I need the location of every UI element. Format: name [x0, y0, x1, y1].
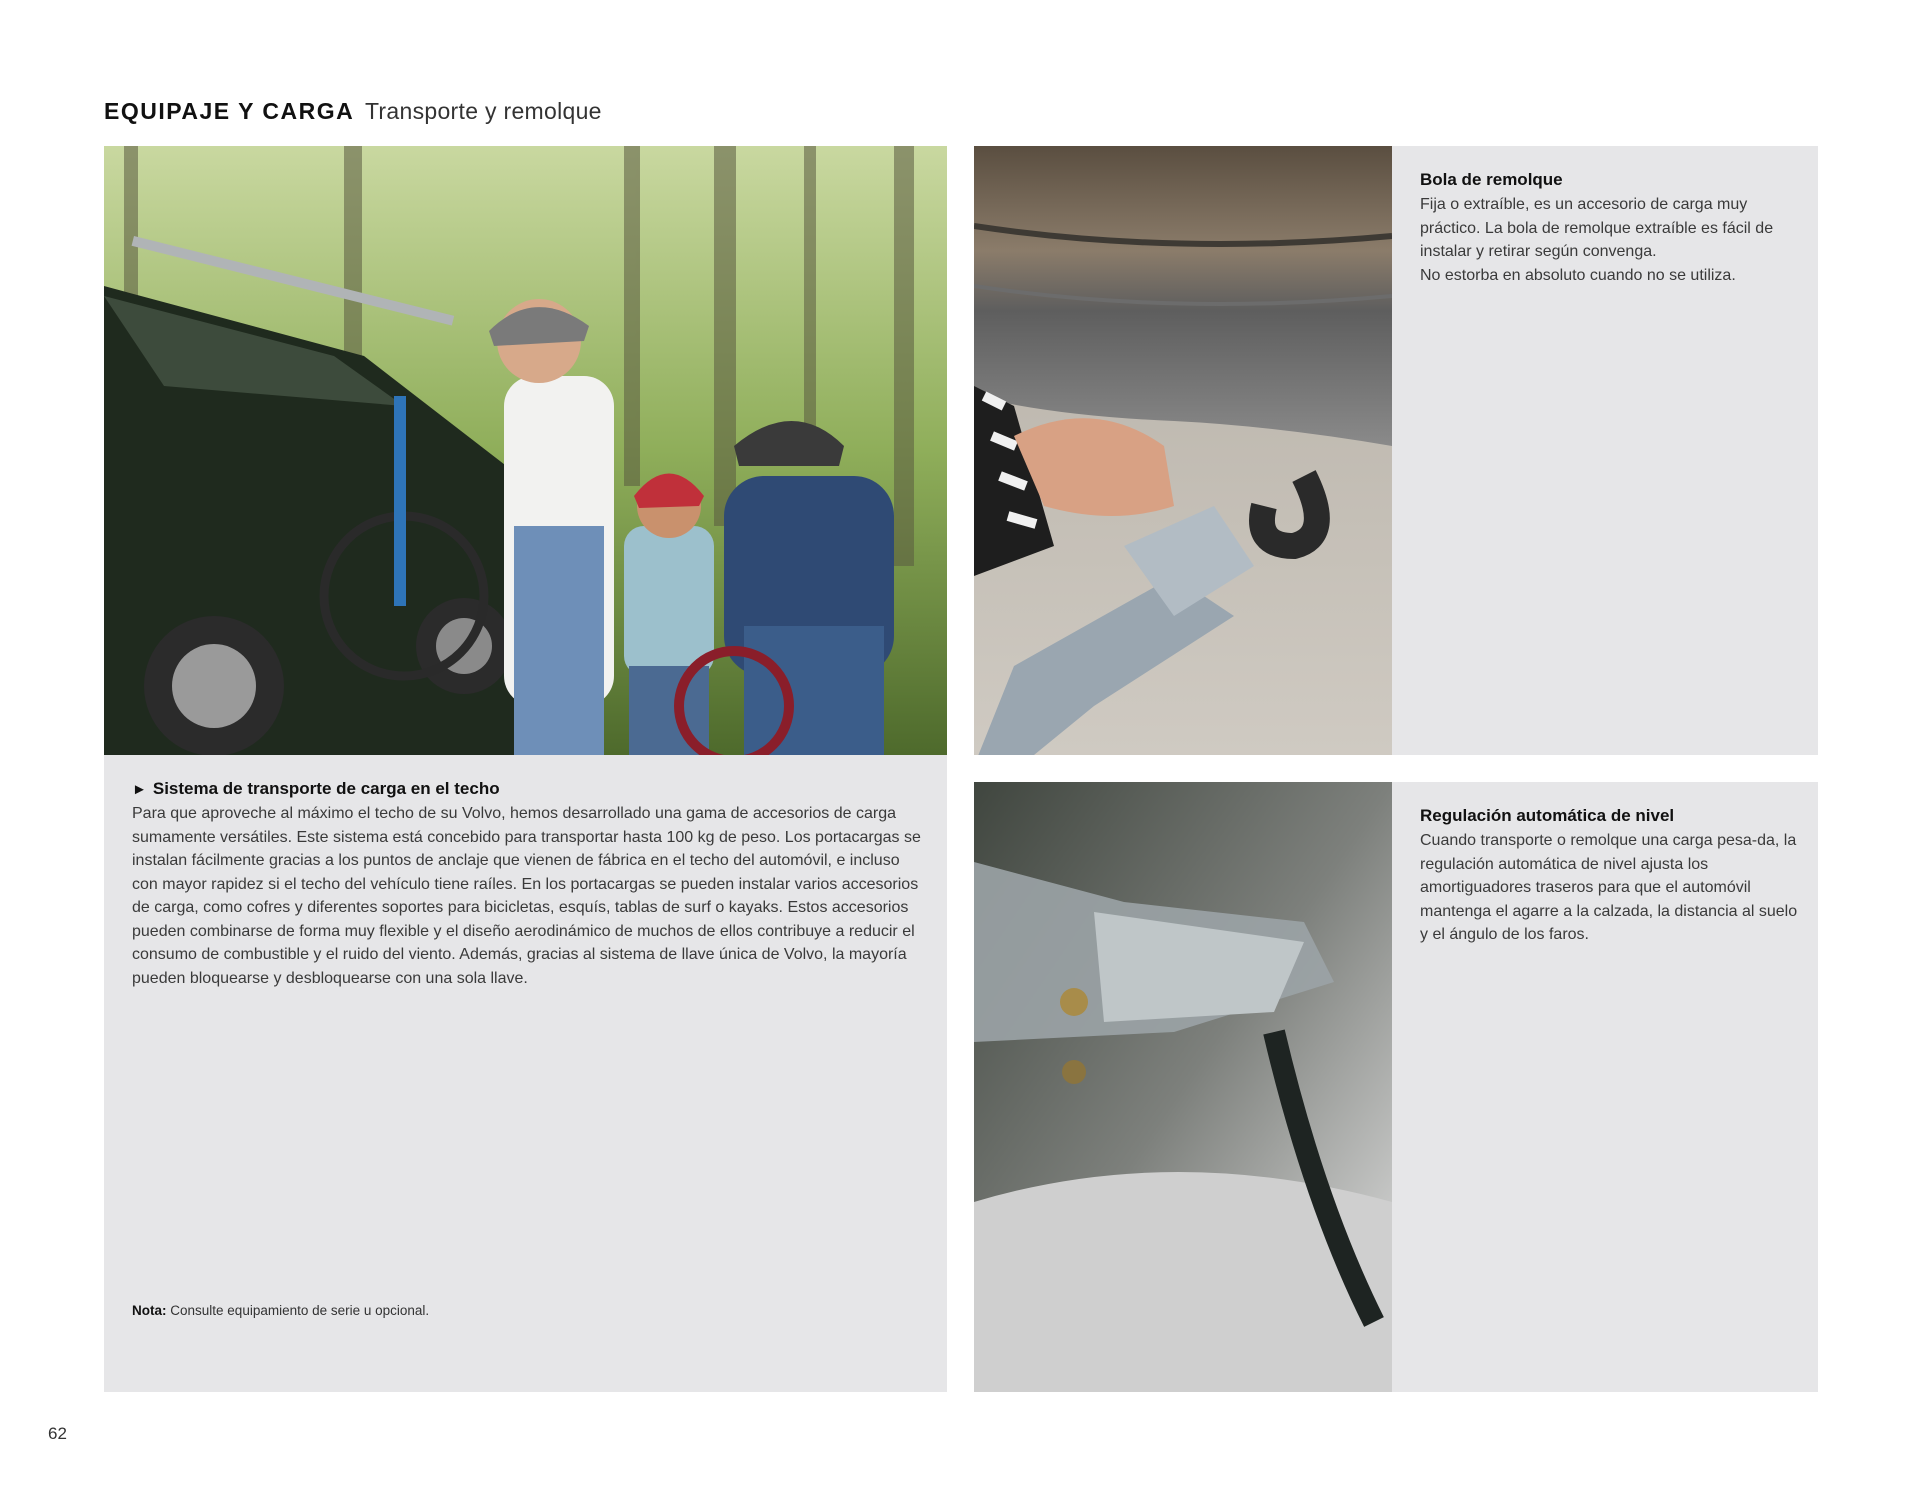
photo-bike-carrier — [104, 146, 947, 755]
note-text: Consulte equipamiento de serie u opcional. — [170, 1303, 430, 1318]
page-heading — [104, 98, 602, 125]
panel-roof-transport — [104, 755, 947, 1392]
section-title: EQUIPAJE Y CARGA — [104, 98, 355, 124]
towball-title: Bola de remolque — [1420, 170, 1563, 189]
page-number: 62 — [48, 1424, 67, 1443]
roof-transport-title-text: Sistema de transporte de carga en el techo — [152, 779, 500, 798]
section-subtitle: Transporte y remolque — [364, 98, 602, 124]
roof-transport-title — [132, 779, 922, 799]
leveling-body: Cuando transporte o remolque una carga pesa-da, la regulación automática de nivel ajusta los amortiguadores traseros para que el automóvil mantenga el agarre a la calzada, la distancia al suelo y el ángulo de los faros. — [1420, 832, 1798, 943]
roof-transport-body: Para que aproveche al máximo el techo de su Volvo, hemos desarrollado una gama de accesorios de carga sumamente versátiles. Este sistema está concebido para transportar hasta 100 kg de peso. Los portacargas se instalan fácilmente gracias a los puntos de anclaje que vienen de fábrica en el techo del automóvil, e incluso con mayor rapidez si el techo del vehículo tiene raíles. En los portacargas se pueden instalar varios accesorios de carga, como cofres y diferentes soportes para bicicletas, esquís, tablas de surf o kayaks. Estos accesorios pueden combinarse de forma muy flexible y el diseño aerodinámico de muchos de ellos contribuye a reducir el consumo de combustible y el ruido del viento. Además, gracias al sistema de llave única de Volvo, la mayoría pueden bloquearse y desbloquearse con una sola llave. — [132, 805, 921, 987]
panel-level-control — [1392, 782, 1818, 1392]
arrow-right-icon: ► — [132, 781, 147, 798]
photo-level-control — [974, 782, 1392, 1392]
photo-towball — [974, 146, 1392, 755]
towball-body: Fija o extraíble, es un accesorio de carga muy práctico. La bola de remolque extraíble es fácil de instalar y retirar según convenga. No estorba en absoluto cuando no se utiliza. — [1420, 196, 1774, 284]
note-label: Nota: — [132, 1303, 167, 1318]
leveling-title: Regulación automática de nivel — [1420, 806, 1675, 825]
panel-towball — [1392, 146, 1818, 755]
note — [132, 1303, 429, 1318]
